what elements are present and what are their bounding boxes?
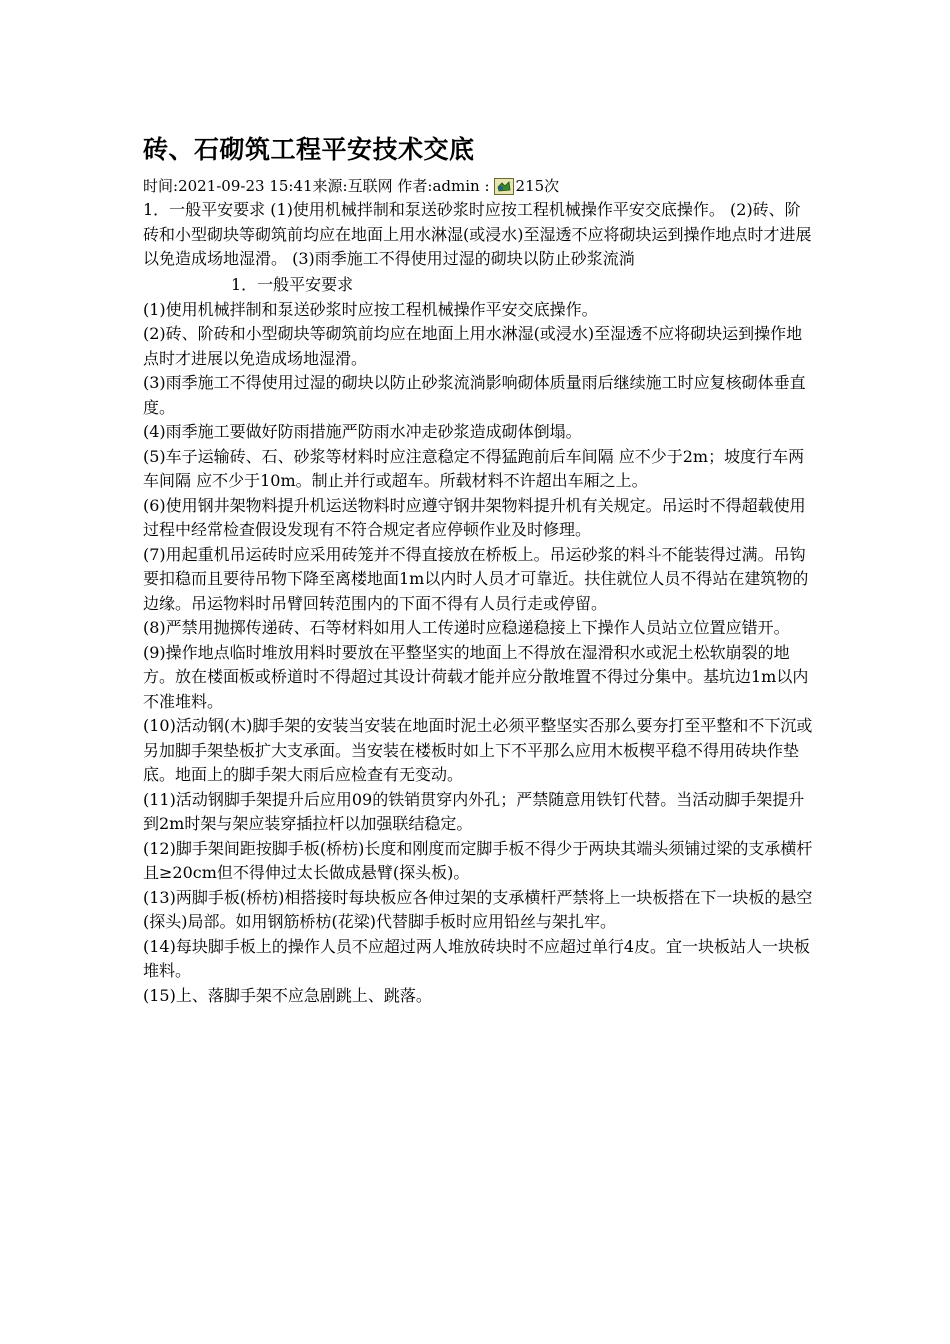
paragraph: (12)脚手架间距按脚手板(桥枋)长度和刚度而定脚手板不得少于两块其端头须铺过梁的支承横杆且≥20cm但不得伸过太长做成悬臂(探头板)。 bbox=[143, 838, 813, 882]
paragraph: (8)严禁用抛掷传递砖、石等材料如用人工传递时应稳递稳接上下操作人员站立位置应错开。 bbox=[143, 618, 790, 637]
view-count: 215次 bbox=[515, 177, 560, 195]
paragraph: (6)使用钢井架物料提升机运送物料时应遵守钢井架物料提升机有关规定。吊运时不得超载使用过程中经常检查假设发现有不符合规定者应停顿作业及时修理。 bbox=[143, 495, 806, 539]
meta-separator: : bbox=[484, 177, 490, 195]
paragraph: (1)使用机械拌制和泵送砂浆时应按工程机械操作平安交底操作。 bbox=[143, 299, 598, 319]
paragraph: (7)用起重机吊运砖时应采用砖笼并不得直接放在桥板上。吊运砂浆的料斗不能装得过满。吊钩要扣稳而且要待吊物下降至离楼地面1m以内时人员才可靠近。扶住就位人员不得站在建筑物的边缘。吊运物料时吊臂回转范围内的下面不得有人员行走或停留。 bbox=[143, 544, 809, 613]
article bbox=[143, 128, 813, 1008]
author: admin bbox=[432, 177, 480, 195]
source-label: 来源: bbox=[312, 177, 348, 195]
paragraph: (3)雨季施工不得使用过湿的砌块以防止砂浆流淌影响砌体质量雨后继续施工时应复核砌体垂直度。 bbox=[143, 373, 806, 417]
section-heading: 1．一般平安要求 bbox=[231, 274, 354, 294]
time-label: 时间: bbox=[143, 177, 179, 195]
paragraph: (10)活动钢(木)脚手架的安装当安装在地面时泥土必须平整坚实否那么要夯打至平整和不下沉或另加脚手架垫板扩大支承面。当安装在楼板时如上下不平那么应用木板楔平稳不得用砖块作垫底。地面上的脚手架大雨后应检查有无变动。 bbox=[143, 716, 813, 784]
article-summary: 1．一般平安要求 (1)使用机械拌制和泵送砂浆时应按工程机械操作平安交底操作。 (2)砖、阶砖和小型砌块等砌筑前均应在地面上用水淋湿(或浸水)至湿透不应将砌块运到操作地点时才进展以免造成场地湿滑。 (3)雨季施工不得使用过湿的砌块以防止砂浆流淌 bbox=[143, 200, 812, 268]
views-icon bbox=[494, 178, 514, 195]
article-body bbox=[143, 298, 813, 1009]
paragraph: (9)操作地点临时堆放用料时要放在平整坚实的地面上不得放在湿滑积水或泥土松软崩裂的地方。放在楼面板或桥道时不得超过其设计荷载才能并应分散堆置不得过分集中。基坑边1m以内不准堆料。 bbox=[143, 642, 809, 711]
paragraph: (4)雨季施工要做好防雨措施严防雨水冲走砂浆造成砌体倒塌。 bbox=[143, 422, 582, 441]
paragraph: (14)每块脚手板上的操作人员不应超过两人堆放砖块时不应超过单行4皮。宜一块板站人一块板堆料。 bbox=[143, 936, 811, 980]
paragraph: (11)活动钢脚手架提升后应用09的铁销贯穿内外孔；严禁随意用铁钉代替。当活动脚手架提升到2m时架与架应装穿插拉杆以加强联结稳定。 bbox=[143, 789, 805, 833]
publish-time: 2021-09-23 15:41 bbox=[178, 177, 313, 195]
paragraph: (15)上、落脚手架不应急剧跳上、跳落。 bbox=[143, 985, 432, 1005]
article-title: 砖、石砌筑工程平安技术交底 bbox=[143, 135, 475, 164]
source: 互联网 bbox=[347, 177, 393, 195]
author-label: 作者: bbox=[397, 177, 433, 195]
article-meta bbox=[143, 174, 813, 198]
paragraph: (13)两脚手板(桥枋)相搭接时每块板应各伸过架的支承横杆严禁将上一块板搭在下一块板的悬空(探头)局部。如用钢筋桥枋(花梁)代替脚手板时应用铅丝与架扎牢。 bbox=[143, 887, 813, 931]
paragraph: (5)车子运输砖、石、砂浆等材料时应注意稳定不得猛跑前后车间隔 应不少于2m；坡度行车两车间隔 应不少于10m。制止并行或超车。所载材料不许超出车厢之上。 bbox=[143, 446, 805, 490]
paragraph: (2)砖、阶砖和小型砌块等砌筑前均应在地面上用水淋湿(或浸水)至湿透不应将砌块运到操作地点时才进展以免造成场地湿滑。 bbox=[143, 324, 803, 368]
